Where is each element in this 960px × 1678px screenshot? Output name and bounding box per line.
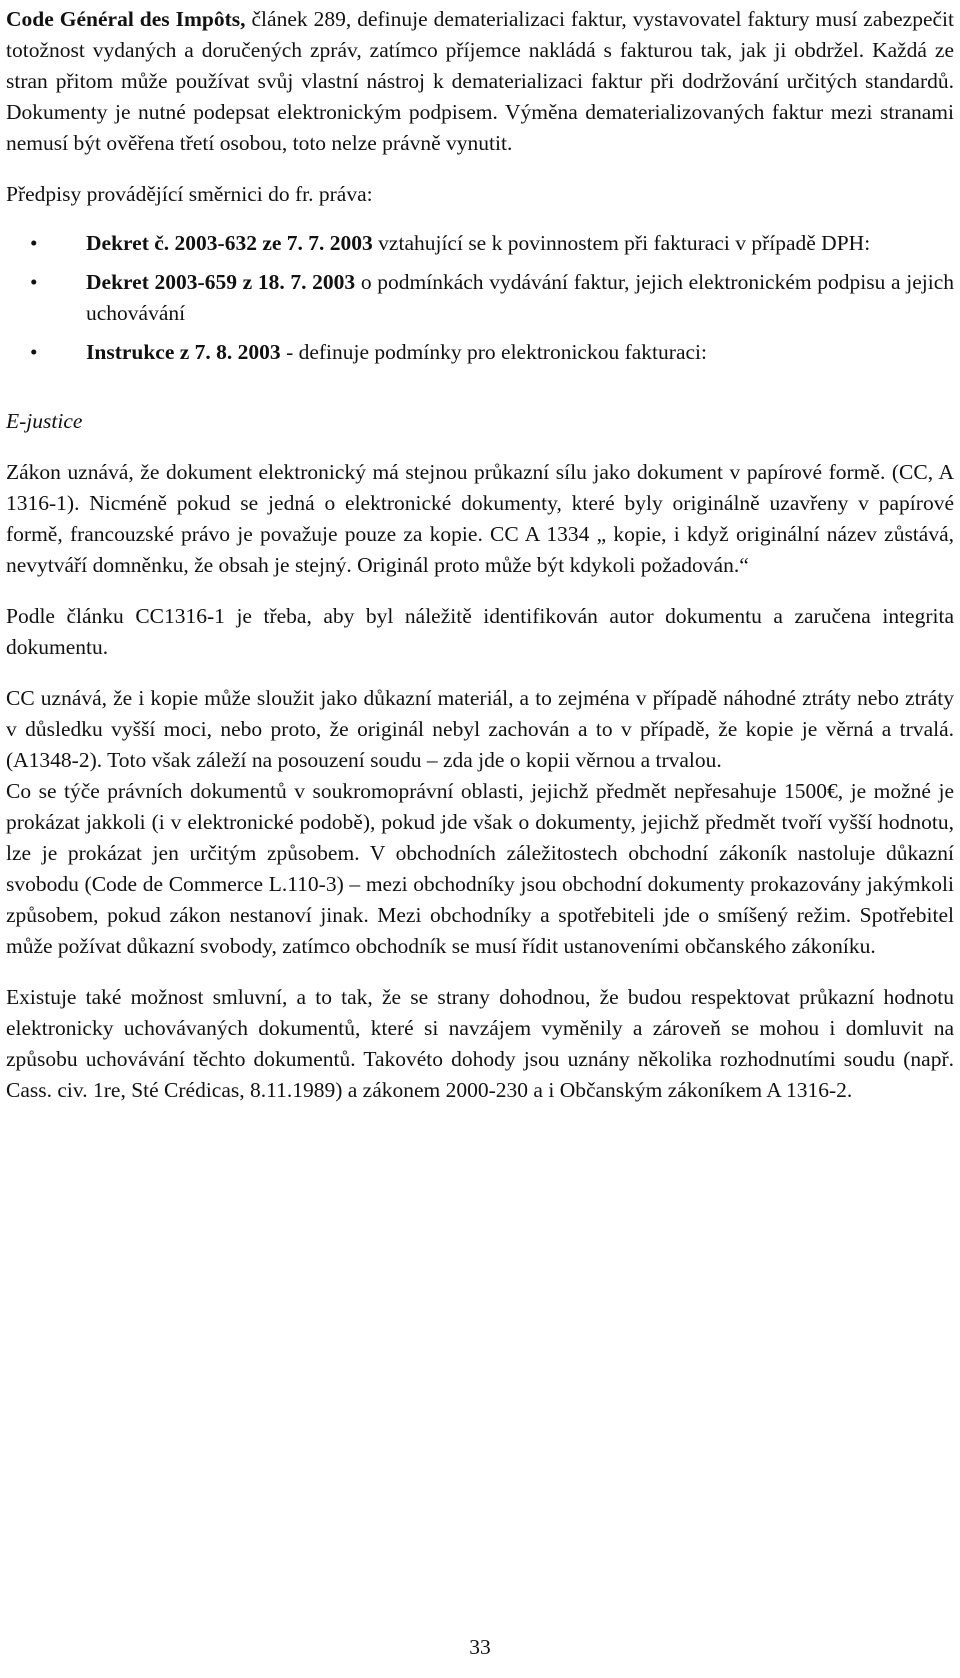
paragraph-copy-evidence: CC uznává, že i kopie může sloužit jako důkazní materiál, a to zejména v případě náhodné ztráty nebo ztráty v důsledku vyšší moci, nebo proto, že originál nebyl zachován a to v případě, že kopie je věrná a trvalá. (A1348-2). Toto však záleží na posouzení soudu – zda jde o kopii věrnou a trvalou. <box>6 686 954 772</box>
decree-title: Instrukce z 7. 8. 2003 <box>86 340 281 364</box>
decree-item <box>6 267 954 329</box>
bullet-icon: • <box>30 340 38 364</box>
bullet-icon: • <box>30 231 38 255</box>
page-number: 33 <box>469 1635 491 1659</box>
paragraph-author-identification: Podle článku CC1316-1 je třeba, aby byl náležitě identifikován autor dokumentu a zaručena integrita dokumentu. <box>6 604 954 659</box>
bullet-icon: • <box>30 270 38 294</box>
decree-item <box>6 337 954 368</box>
decree-text: o podmínkách vydávání faktur, jejich elektronickém podpisu a jejich uchovávání <box>86 270 955 325</box>
intro-text: článek 289, definuje dematerializaci faktur, vystavovatel faktury musí zabezpečit totožnost vydaných a doručených zpráv, zatímco příjemce nakládá s fakturou tak, jak ji obdržel. Každá ze stran přitom může používat svůj vlastní nástroj k dematerializaci faktur při dodržování určitých standardů. Dokumenty je nutné podepsat elektronickým podpisem. Výměna dematerializovaných faktur mezi stranami nemusí být ověřena třetí osobou, toto nelze právně vynutit. <box>6 7 954 155</box>
paragraph-evidence-equivalence: Zákon uznává, že dokument elektronický má stejnou průkazní sílu jako dokument v papírové formě. (CC, A 1316-1). Nicméně pokud se jedná o elektronické dokumenty, které byly originálně uzavřeny v papírové formě, francouzské právo je považuje pouze za kopie. CC A 1334 „ kopie, i když originální název zůstává, nevytváří domněnku, že obsah je stejný. Originál proto může být kdykoli požadován.“ <box>6 460 954 577</box>
decree-title: Dekret 2003-659 z 18. 7. 2003 <box>86 270 356 294</box>
paragraph-contractual-option: Existuje také možnost smluvní, a to tak, že se strany dohodnou, že budou respektovat průkazní hodnotu elektronicky uchovávaných dokumentů, které si navzájem vyměnily a zároveň se mohou i domluvit na způsobu uchovávání těchto dokumentů. Takovéto dohody jsou uznány několika rozhodnutími soudu (např. Cass. civ. 1re, Sté Crédicas, 8.11.1989) a zákonem 2000-230 a i Občanským zákoníkem A 1316-2. <box>6 985 954 1102</box>
decree-text: - definuje podmínky pro elektronickou fakturaci: <box>280 340 707 364</box>
decree-title: Dekret č. 2003-632 ze 7. 7. 2003 <box>86 231 373 255</box>
decree-list <box>6 228 954 368</box>
intro-paragraph <box>6 4 954 159</box>
regulations-intro: Předpisy provádějící směrnici do fr. práva: <box>6 182 373 206</box>
decree-item <box>6 228 954 259</box>
code-title: Code Général des Impôts, <box>6 7 246 31</box>
section-heading-e-justice: E-justice <box>6 409 83 433</box>
paragraph-private-law-documents: Co se týče právních dokumentů v soukromoprávní oblasti, jejichž předmět nepřesahuje 1500€, je možné je prokázat jakkoli (i v elektronické podobě), pokud jde však o dokumenty, jejichž předmět tvoří vyšší hodnotu, lze je prokázat jen určitým způsobem. V obchodních záležitostech obchodní zákoník nastoluje důkazní svobodu (Code de Commerce L.110-3) – mezi obchodníky jsou obchodní dokumenty prokazovány jakýmkoli způsobem, pokud zákon nestanoví jinak. Mezi obchodníky a spotřebiteli jde o smíšený režim. Spotřebitel může požívat důkazní svobody, zatímco obchodník se musí řídit ustanoveními občanského zákoníku. <box>6 779 954 958</box>
decree-text: vztahující se k povinnostem při fakturaci v případě DPH: <box>372 231 871 255</box>
